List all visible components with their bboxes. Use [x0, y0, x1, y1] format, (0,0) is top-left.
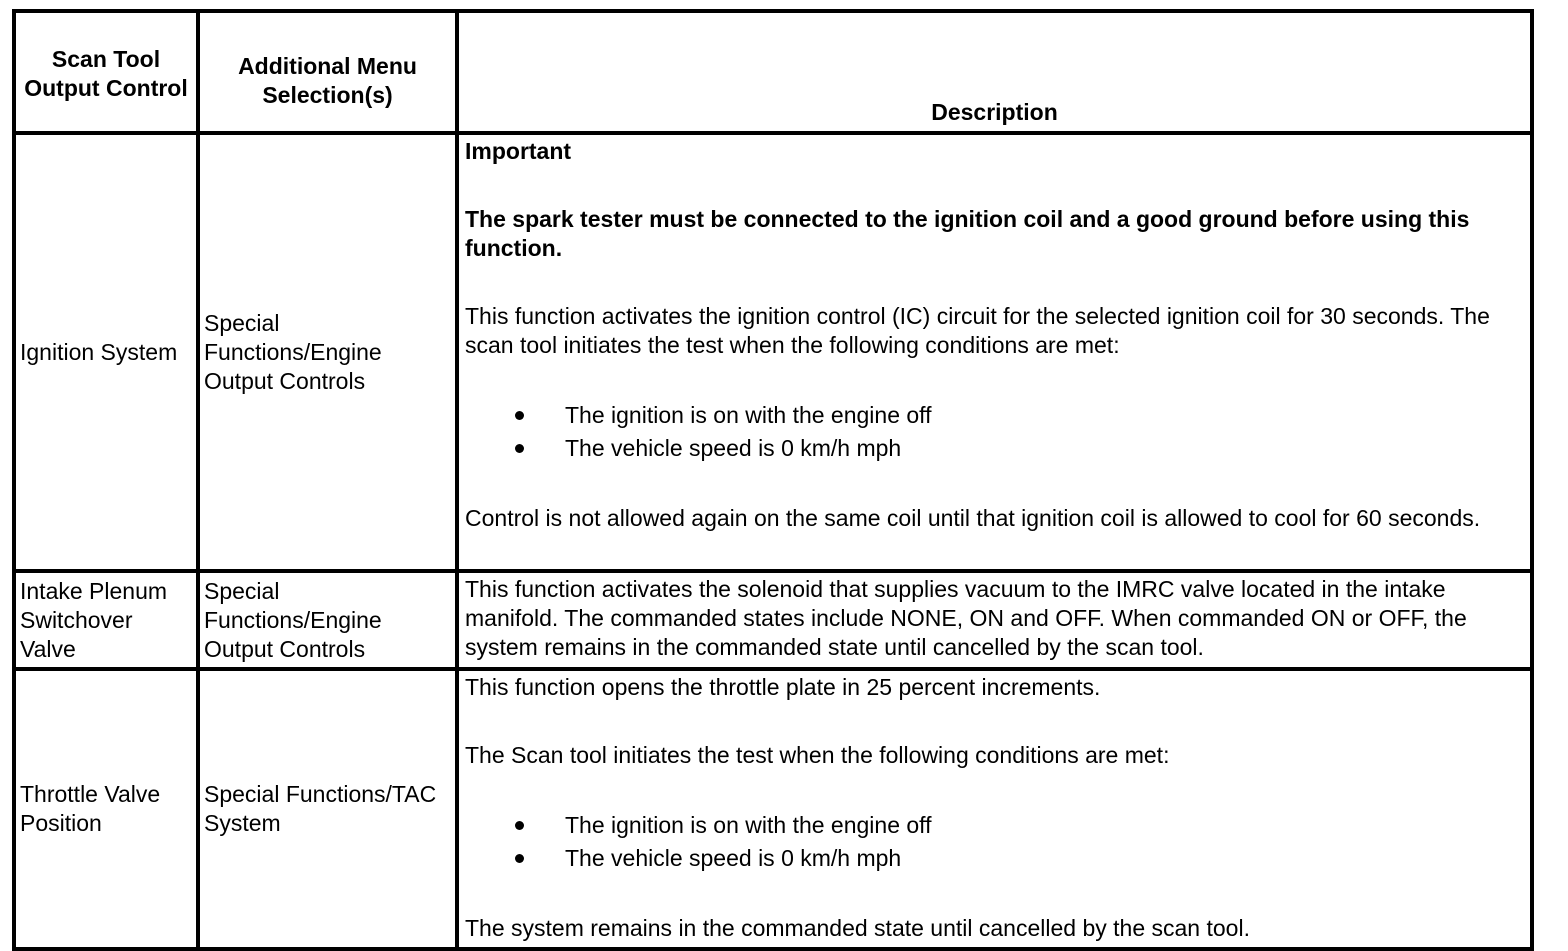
header-description: Description: [457, 11, 1532, 133]
description-cell: [457, 669, 1532, 949]
bullet-icon: [515, 854, 524, 863]
header-menu-selections: Additional Menu Selection(s): [198, 11, 457, 133]
output-control-cell: Intake Plenum Switchover Valve: [14, 571, 198, 669]
important-text: The spark tester must be connected to the ignition coil and a good ground before using this function.: [465, 206, 1470, 261]
description-intro-2: The Scan tool initiates the test when the following conditions are met:: [465, 742, 1170, 768]
menu-selection-cell: Special Functions/Engine Output Controls: [198, 133, 457, 571]
conditions-list: [465, 399, 1524, 465]
bullet-icon: [515, 444, 524, 453]
output-control-cell: Throttle Valve Position: [14, 669, 198, 949]
description-text: This function activates the solenoid that supplies vacuum to the IMRC valve located in the intake manifold. The commanded states include NONE, ON and OFF. When commanded ON or OFF, the system remains in the commanded state until cancelled by the scan tool.: [465, 576, 1467, 660]
list-item: The vehicle speed is 0 km/h mph: [465, 432, 1524, 465]
header-row: [14, 11, 1532, 133]
bullet-icon: [515, 821, 524, 830]
important-label: Important: [465, 138, 572, 164]
bullet-icon: [515, 411, 524, 420]
table-row: [14, 571, 1532, 669]
list-item: The ignition is on with the engine off: [465, 399, 1524, 432]
list-item: The vehicle speed is 0 km/h mph: [465, 842, 1524, 875]
table-row: [14, 669, 1532, 949]
conditions-list: [465, 809, 1524, 875]
description-cell: [457, 571, 1532, 669]
table-row: [14, 133, 1532, 571]
description-intro: This function opens the throttle plate in 25 percent increments.: [465, 674, 1101, 700]
output-control-cell: Ignition System: [14, 133, 198, 571]
description-outro: The system remains in the commanded state until cancelled by the scan tool.: [465, 915, 1250, 941]
output-controls-table: [12, 9, 1534, 951]
description-intro: This function activates the ignition control (IC) circuit for the selected ignition coil for 30 seconds. The scan tool initiates the test when the following conditions are met:: [465, 303, 1490, 358]
list-item: The ignition is on with the engine off: [465, 809, 1524, 842]
description-outro: Control is not allowed again on the same coil until that ignition coil is allowed to cool for 60 seconds.: [465, 505, 1481, 531]
description-cell: [457, 133, 1532, 571]
header-output-control: Scan Tool Output Control: [14, 11, 198, 133]
menu-selection-cell: Special Functions/TAC System: [198, 669, 457, 949]
menu-selection-cell: Special Functions/Engine Output Controls: [198, 571, 457, 669]
